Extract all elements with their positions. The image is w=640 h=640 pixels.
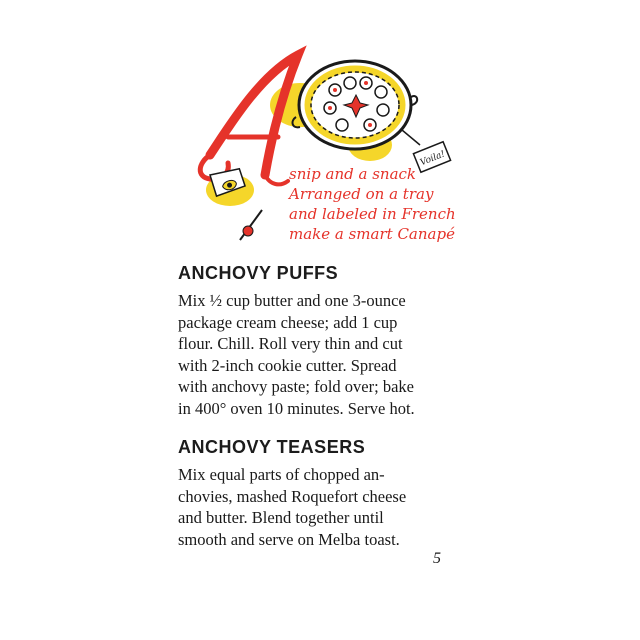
- caption-line: Arranged on a tray: [289, 185, 434, 203]
- recipe-instructions: [178, 464, 478, 550]
- recipe-title: ANCHOVY PUFFS: [178, 263, 339, 283]
- recipe-line: package cream cheese; add 1 cup: [178, 312, 398, 332]
- recipe-line: in 400° oven 10 minutes. Serve hot.: [178, 398, 415, 418]
- recipe-anchovy-teasers: [178, 436, 478, 550]
- recipe-line: Mix ½ cup butter and one 3-ounce: [178, 291, 406, 310]
- tray: [293, 61, 418, 149]
- caption-line: snip and a snack: [289, 165, 417, 183]
- recipe-title: ANCHOVY TEASERS: [178, 437, 366, 457]
- recipe-instructions: [178, 290, 478, 419]
- illustration-caption: [289, 164, 469, 244]
- page-number: 5: [433, 550, 441, 567]
- recipe-anchovy-puffs: [178, 262, 478, 419]
- recipe-line: flour. Chill. Roll very thin and cut: [178, 334, 403, 353]
- recipe-line: chovies, mashed Roquefort cheese: [178, 486, 407, 506]
- caption-line: make a smart Canapé: [289, 225, 455, 243]
- voila-tag-text: Voila!: [418, 149, 447, 169]
- recipe-line: and butter. Blend together until: [178, 508, 384, 527]
- recipe-line: Mix equal parts of chopped an-: [178, 465, 385, 484]
- toothpick-olive: [240, 210, 262, 240]
- recipe-line: with anchovy paste; fold over; bake: [178, 377, 414, 396]
- recipe-line: with 2-inch cookie cutter. Spread: [178, 355, 397, 375]
- caption-line: and labeled in French: [289, 205, 456, 223]
- recipe-line: smooth and serve on Melba toast.: [178, 529, 400, 549]
